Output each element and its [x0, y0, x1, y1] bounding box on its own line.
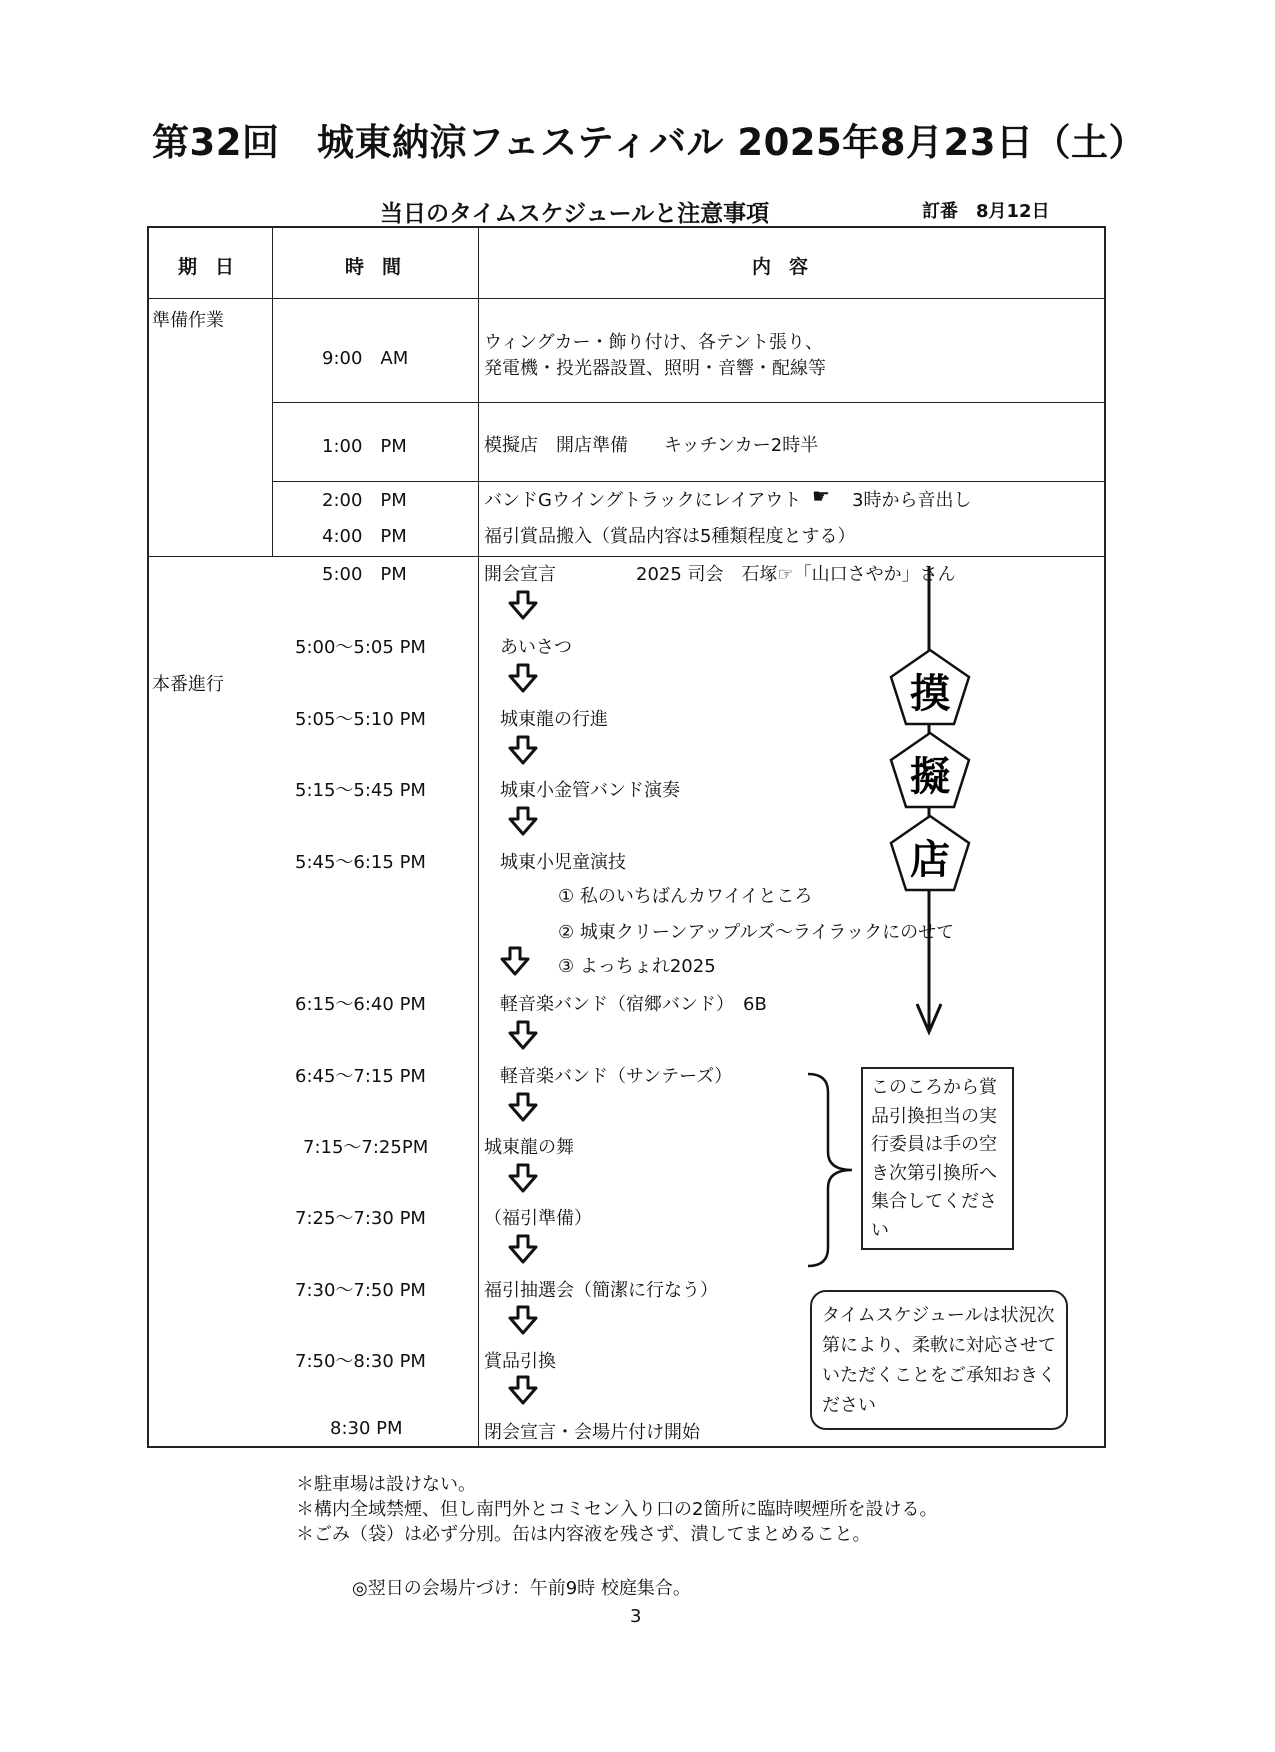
table-divider	[147, 298, 1106, 299]
note-smoking: ＊構内全域禁煙、但し南門外とコミセン入り口の2箇所に臨時喫煙所を設ける。	[296, 1499, 938, 1520]
main-content: 開会宣言	[484, 564, 556, 585]
main-time: 7:25～7:30 PM	[295, 1208, 426, 1229]
main-content: 城東小児童演技	[500, 852, 626, 873]
header-date: 期日	[178, 256, 253, 278]
hand-pointer-icon: ☛	[812, 484, 830, 508]
prep-time: 1:00 PM	[322, 436, 407, 457]
prep-content: 発電機・投光器設置、照明・音響・配線等	[484, 358, 826, 379]
main-content: 賞品引換	[484, 1351, 556, 1372]
main-content-extra: 2025 司会 石塚☞「山口さやか」さん	[636, 564, 956, 585]
main-time: 7:50～8:30 PM	[295, 1351, 426, 1372]
prize-staff-notice: このころから賞品引換担当の実行委員は手の空き次第引換所へ集合してください	[861, 1067, 1014, 1250]
header-content: 内容	[752, 256, 827, 278]
page-number: 3	[630, 1606, 642, 1627]
main-content: 福引抽選会（簡潔に行なう）	[484, 1280, 718, 1301]
main-content: あいさつ	[500, 637, 572, 658]
down-arrow-icon	[508, 1020, 538, 1050]
main-content: 軽音楽バンド（サンテーズ）	[500, 1066, 733, 1087]
main-time: 6:45～7:15 PM	[295, 1066, 426, 1087]
down-arrow-icon	[500, 946, 530, 976]
down-arrow-icon	[508, 1375, 538, 1405]
revision-date: 訂番 8月12日	[922, 201, 1050, 222]
main-content: 城東龍の行進	[500, 709, 608, 730]
bracket	[806, 1072, 866, 1268]
main-time: 8:30 PM	[330, 1418, 403, 1439]
main-time: 5:00 PM	[322, 564, 407, 585]
performance-item: ① 私のいちばんカワイイところ	[558, 886, 813, 907]
main-content: 閉会宣言・会場片付け開始	[484, 1422, 700, 1443]
stall-badge	[888, 813, 972, 893]
prep-time: 4:00 PM	[322, 526, 407, 547]
prep-time: 9:00 AM	[322, 348, 409, 369]
prep-content: ウィングカー・飾り付け、各テント張り、	[484, 332, 823, 353]
subtitle: 当日のタイムスケジュールと注意事項	[380, 201, 770, 227]
prep-content: 模擬店 開店準備 キッチンカー2時半	[484, 435, 819, 456]
main-content: 城東小金管バンド演奏	[500, 780, 680, 801]
down-arrow-icon	[508, 806, 538, 836]
stall-char: 擬	[910, 754, 950, 800]
prep-content: 福引賞品搬入（賞品内容は5種類程度とする）	[484, 526, 856, 547]
main-time: 5:45～6:15 PM	[295, 852, 426, 873]
table-divider	[147, 556, 1106, 557]
header-time: 時間	[345, 256, 420, 278]
down-arrow-icon	[508, 1305, 538, 1335]
schedule-flex-notice: タイムスケジュールは状況次第により、柔軟に対応させていただくことをご承知おきください	[810, 1290, 1068, 1430]
down-arrow-icon	[508, 1163, 538, 1193]
prep-time: 2:00 PM	[322, 490, 407, 511]
main-time: 6:15～6:40 PM	[295, 994, 426, 1015]
performance-item: ③ よっちょれ2025	[558, 956, 716, 977]
down-arrow-icon	[508, 1092, 538, 1122]
table-divider	[478, 226, 479, 1448]
table-divider	[272, 481, 1106, 482]
main-content: 軽音楽バンド（宿郷バンド） 6B	[500, 994, 767, 1015]
note-next-day: ◎翌日の会場片づけ：午前9時 校庭集合。	[352, 1578, 691, 1599]
stall-char: 摸	[910, 671, 950, 717]
section-prep: 準備作業	[152, 310, 224, 331]
stall-badge	[888, 647, 972, 727]
main-time: 5:15～5:45 PM	[295, 780, 426, 801]
down-arrow-icon	[508, 590, 538, 620]
prep-content: バンドGウイングトラックにレイアウト	[484, 490, 802, 511]
stall-badge	[888, 730, 972, 810]
section-main: 本番進行	[152, 674, 224, 695]
main-time: 7:30～7:50 PM	[295, 1280, 426, 1301]
note-parking: ＊駐車場は設けない。	[296, 1474, 476, 1495]
main-time: 5:05～5:10 PM	[295, 709, 426, 730]
main-content: （福引準備）	[484, 1208, 592, 1229]
down-arrow-icon	[508, 663, 538, 693]
stall-char: 店	[910, 837, 950, 883]
main-time: 7:15～7:25PM	[303, 1137, 429, 1158]
main-time: 5:00～5:05 PM	[295, 637, 426, 658]
note-garbage: ＊ごみ（袋）は必ず分別。缶は内容液を残さず、潰してまとめること。	[296, 1524, 871, 1545]
page-title: 第32回 城東納涼フェスティバル 2025年8月23日（土）	[152, 121, 1147, 164]
main-content: 城東龍の舞	[484, 1137, 574, 1158]
down-arrow-icon	[508, 1234, 538, 1264]
table-divider	[272, 402, 1106, 403]
table-divider	[272, 226, 273, 556]
down-arrow-icon	[508, 735, 538, 765]
prep-content-extra: 3時から音出し	[852, 490, 972, 511]
performance-item: ② 城東クリーンアップルズ～ライラックにのせて	[558, 922, 955, 943]
